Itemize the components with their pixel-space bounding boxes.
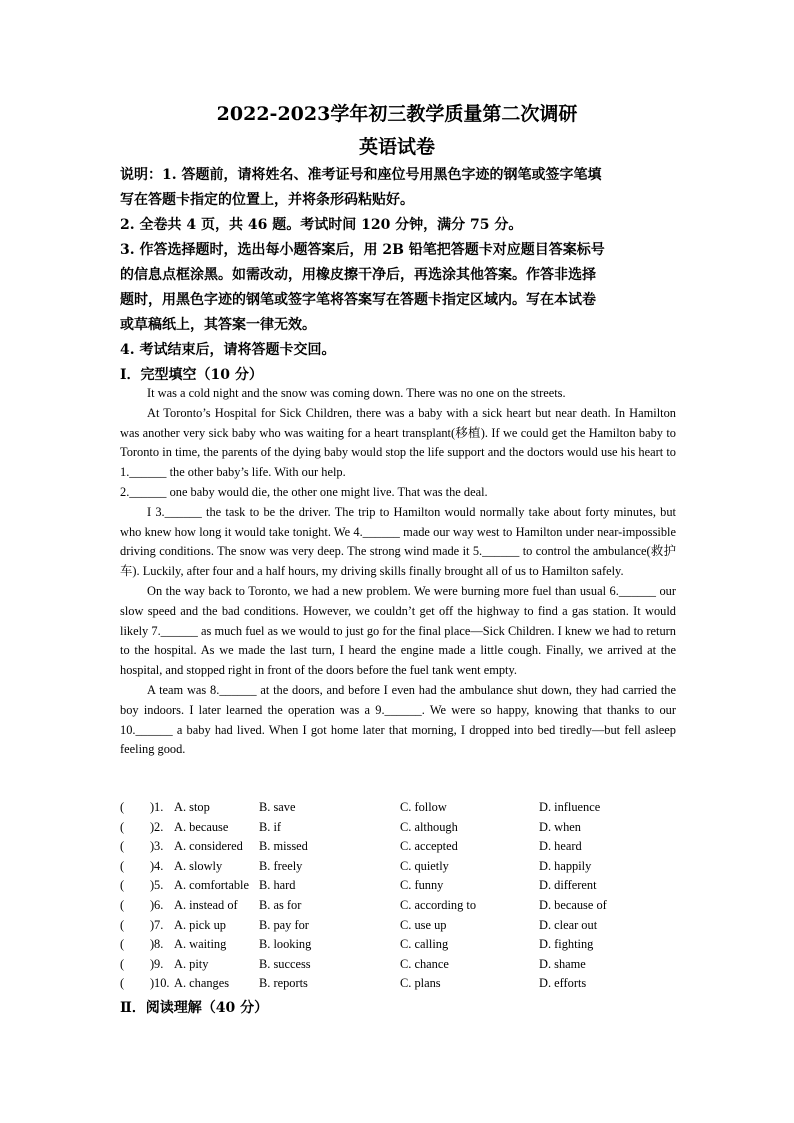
option-b: B. missed <box>259 839 308 854</box>
question-number: 5. <box>154 878 164 893</box>
option-a: A. because <box>174 819 229 834</box>
instruction-line: 的信息点框涂黑。如需改动，用橡皮擦干净后，再选涂其他答案。作答非选择 <box>120 267 596 283</box>
question-row <box>120 839 680 859</box>
option-b: B. looking <box>259 937 312 952</box>
answer-bracket-open: ( <box>120 917 125 932</box>
option-c: C. quietly <box>400 858 449 873</box>
option-d: D. clear out <box>539 917 598 932</box>
option-c: C. although <box>400 819 458 834</box>
option-c: C. calling <box>400 937 449 952</box>
section-heading-reading: Ⅱ．阅读理解（40 分） <box>120 1000 269 1016</box>
question-row <box>120 820 680 840</box>
answer-bracket-close: ) <box>150 878 155 893</box>
question-row <box>120 800 680 820</box>
option-d: D. shame <box>539 956 586 971</box>
question-row <box>120 918 680 938</box>
answer-bracket-close: ) <box>150 917 155 932</box>
option-c: C. funny <box>400 878 444 893</box>
question-row <box>120 859 680 879</box>
answer-bracket-close: ) <box>150 819 155 834</box>
question-list <box>120 800 680 996</box>
answer-bracket-open: ( <box>120 937 125 952</box>
option-a: A. pity <box>174 956 209 971</box>
option-d: D. heard <box>539 839 582 854</box>
instruction-line: 写在答题卡指定的位置上，并将条形码粘贴好。 <box>120 192 414 208</box>
question-row <box>120 878 680 898</box>
answer-bracket-close: ) <box>150 800 155 814</box>
question-number: 10. <box>154 976 170 991</box>
option-c: C. accepted <box>400 839 458 854</box>
option-a: A. comfortable <box>174 878 250 893</box>
answer-bracket-close: ) <box>150 976 155 991</box>
option-d: D. efforts <box>539 976 587 991</box>
option-c: C. use up <box>400 917 447 932</box>
option-c: C. follow <box>400 800 447 814</box>
passage-paragraph: On the way back to Toronto, we had a new problem. We were burning more fuel than usual 6.______ our slow speed and the bad conditions. However, we couldn’t get off the highway to find a gas station. It would likely 7.______ as much fuel as we would to just go for the final place—Sick Children. I knew we had to return to the hospital. As we made the last turn, I heard the engine made a little cough. Finally, we arrived at the hospital, and stopped right in front of the doors before the fuel tank went empty. <box>120 583 676 678</box>
option-d: D. different <box>539 878 597 893</box>
question-number: 3. <box>154 839 164 854</box>
option-c: C. according to <box>400 897 477 912</box>
answer-bracket-close: ) <box>150 956 155 971</box>
option-c: C. plans <box>400 976 441 991</box>
option-b: B. hard <box>259 878 296 893</box>
question-row <box>120 898 680 918</box>
option-d: D. because of <box>539 897 607 912</box>
option-b: B. reports <box>259 976 308 991</box>
option-d: D. influence <box>539 800 601 814</box>
option-b: B. pay for <box>259 917 309 932</box>
option-c: C. chance <box>400 956 449 971</box>
option-b: B. success <box>259 956 311 971</box>
answer-bracket-open: ( <box>120 956 125 971</box>
option-a: A. waiting <box>174 937 227 952</box>
answer-bracket-open: ( <box>120 976 125 991</box>
option-b: B. as for <box>259 897 302 912</box>
answer-bracket-open: ( <box>120 897 125 912</box>
question-row <box>120 957 680 977</box>
option-a: A. stop <box>174 800 210 814</box>
option-a: A. instead of <box>174 897 238 912</box>
answer-bracket-open: ( <box>120 800 125 814</box>
question-number: 4. <box>154 858 164 873</box>
option-a: A. pick up <box>174 917 226 932</box>
cloze-passage <box>120 384 676 760</box>
option-d: D. happily <box>539 858 592 873</box>
question-number: 1. <box>154 800 164 814</box>
passage-paragraph: I 3.______ the task to be the driver. The trip to Hamilton would normally take about forty minutes, but who knew how long it would take tonight. We 4.______ made our way west to Hamilton under near-impossible driving conditions. The snow was very deep. The strong wind made it 5.______ to control the ambulance(救护车). Luckily, after four and a half hours, my driving skills finally brought all of us to Hamilton safely. <box>120 504 676 579</box>
answer-bracket-open: ( <box>120 839 125 854</box>
option-d: D. fighting <box>539 937 594 952</box>
option-b: B. if <box>259 819 282 834</box>
passage-paragraph: A team was 8.______ at the doors, and before I even had the ambulance shut down, they had carried the boy indoors. I later learned the operation was a 9.______. We were so happy, knowing that thanks to our 10.______ a baby had lived. When I got home later that morning, I dropped into bed tiredly—but fell asleep feeling good. <box>120 682 676 757</box>
question-number: 2. <box>154 819 164 834</box>
question-row <box>120 976 680 996</box>
answer-bracket-close: ) <box>150 839 155 854</box>
passage-paragraph: 2.______ one baby would die, the other one might live. That was the deal. <box>120 484 488 499</box>
instruction-line: 题时，用黑色字迹的钢笔或签字笔将答案写在答题卡指定区域内。写在本试卷 <box>120 292 596 308</box>
instruction-line: 说明：1. 答题前，请将姓名、准考证号和座位号用黑色字迹的钢笔或签字笔填 <box>120 167 602 183</box>
option-d: D. when <box>539 819 581 834</box>
answer-bracket-open: ( <box>120 858 125 873</box>
option-a: A. changes <box>174 976 230 991</box>
question-number: 6. <box>154 897 164 912</box>
answer-bracket-open: ( <box>120 878 125 893</box>
question-number: 7. <box>154 917 164 932</box>
instruction-line: 2. 全卷共 4 页，共 46 题。考试时间 120 分钟，满分 75 分。 <box>120 217 523 233</box>
option-b: B. freely <box>259 858 303 873</box>
answer-bracket-close: ) <box>150 897 155 912</box>
page-subtitle: 英语试卷 <box>358 136 435 158</box>
option-a: A. considered <box>174 839 243 854</box>
answer-bracket-close: ) <box>150 858 155 873</box>
instruction-line: 3. 作答选择题时，选出每小题答案后，用 2B 铅笔把答题卡对应题目答案标号 <box>120 242 605 258</box>
option-b: B. save <box>259 800 296 814</box>
question-number: 8. <box>154 937 164 952</box>
question-number: 9. <box>154 956 164 971</box>
section-heading-cloze: Ⅰ．完型填空（10 分） <box>120 367 263 383</box>
page-title: 2022-2023学年初三教学质量第二次调研 <box>216 103 578 125</box>
answer-bracket-close: ) <box>150 937 155 952</box>
instruction-line: 4. 考试结束后，请将答题卡交回。 <box>120 342 336 358</box>
instruction-line: 或草稿纸上，其答案一律无效。 <box>120 317 316 333</box>
question-row <box>120 937 680 957</box>
answer-bracket-open: ( <box>120 819 125 834</box>
passage-paragraph: At Toronto’s Hospital for Sick Children, there was a baby with a sick heart but near death. In Hamilton was another very sick baby who was waiting for a heart transplant(移植). If we could get the Hamilton baby to Toronto in time, the parents of the dying baby would stop the life support and the doctors would use his heart to 1.______ the other baby’s life. With our help. <box>120 405 676 480</box>
passage-paragraph: It was a cold night and the snow was coming down. There was no one on the streets. <box>147 386 566 400</box>
option-a: A. slowly <box>174 858 223 873</box>
